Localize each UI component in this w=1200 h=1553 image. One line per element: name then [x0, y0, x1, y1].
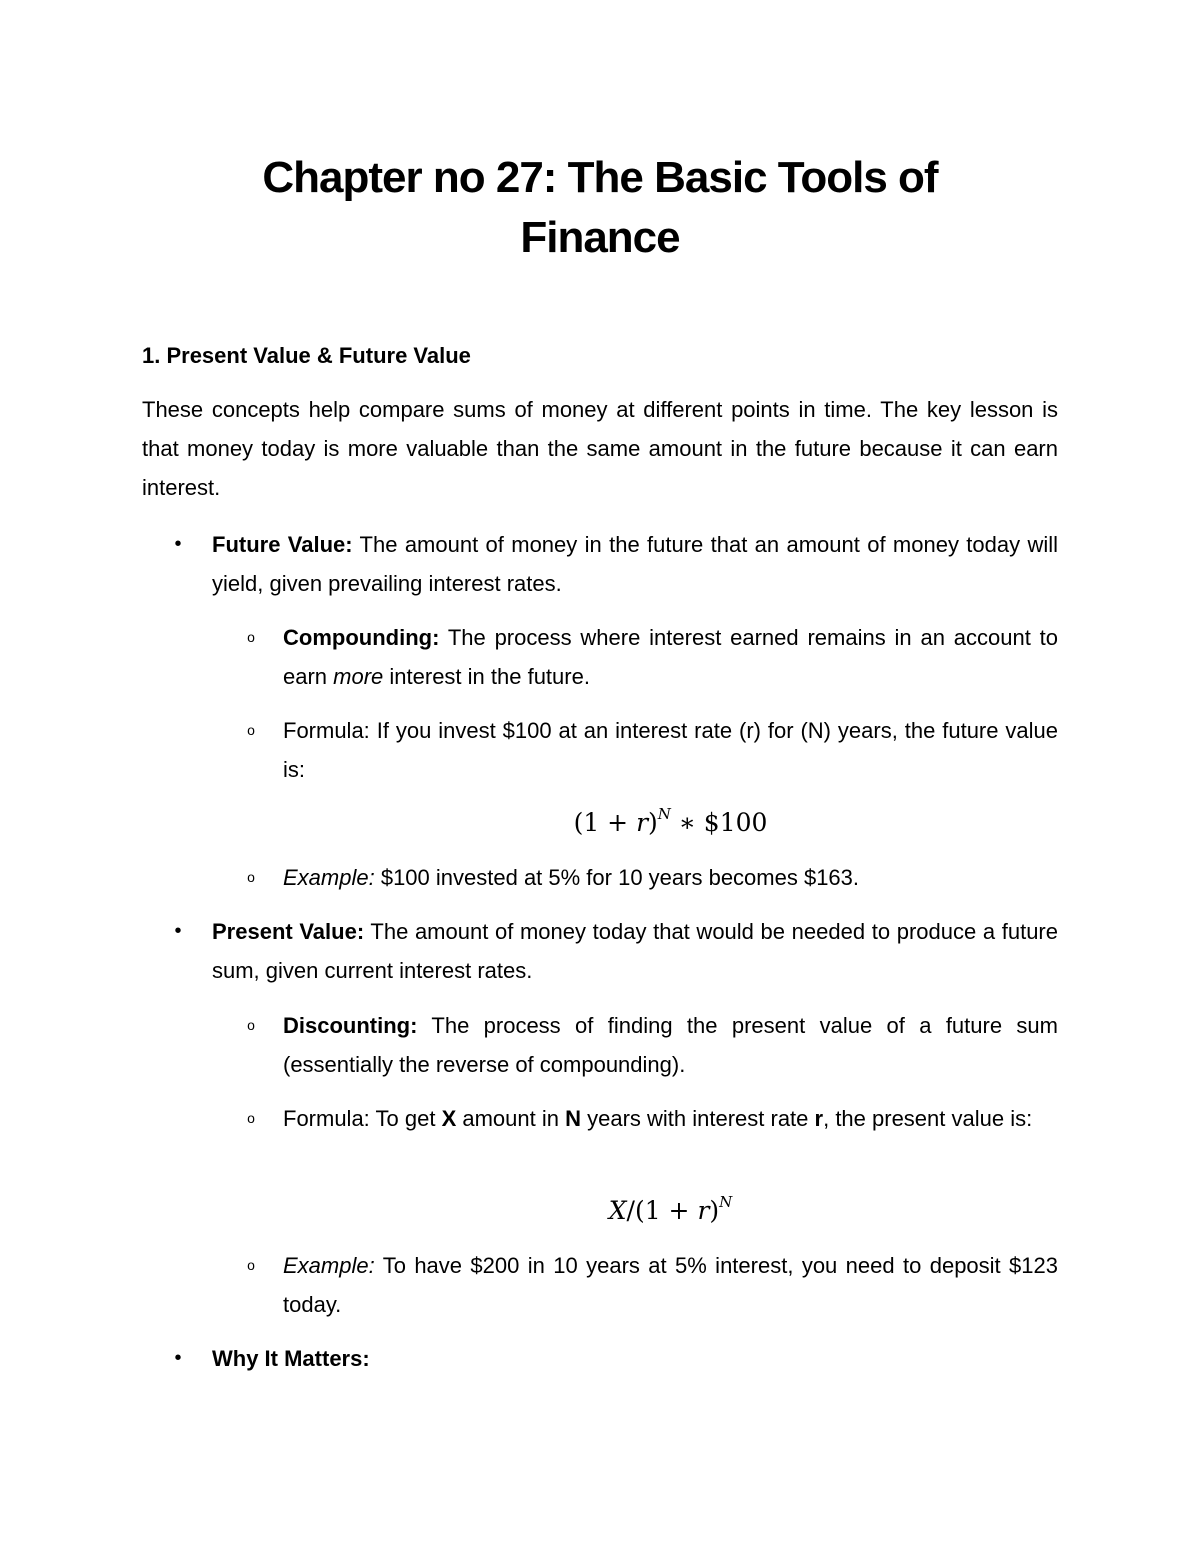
pv-desc-part2: amount in	[456, 1106, 566, 1131]
pv-desc-part4: , the present value is:	[823, 1106, 1033, 1131]
future-value-label: Future Value:	[212, 532, 353, 557]
formula-exponent: N	[719, 1193, 733, 1211]
compounding-text-before: The process where interest earned remains in an account to earn	[283, 625, 1058, 689]
compounding-text-after: interest in the future.	[383, 664, 590, 689]
pv-desc-part3: years with interest rate	[580, 1106, 815, 1131]
formula-var-x: X	[608, 1196, 627, 1225]
pv-desc-n: N	[565, 1106, 581, 1131]
pv-example-label: Example:	[283, 1253, 375, 1278]
formula-rest: ∗ $100	[670, 808, 768, 837]
title-line-1: Chapter no 27: The Basic Tools of	[262, 153, 938, 202]
formula-open: /(1 +	[626, 1196, 698, 1225]
bullet-icon: •	[174, 1347, 182, 1369]
sub-bullet-icon: o	[247, 1017, 255, 1033]
intro-paragraph: These concepts help compare sums of money at different points in time. The key lesson is that money today is more valuable than the same amount in the future because it can earn interest.	[142, 397, 1058, 500]
future-value-text: The amount of money in the future that an amount of money today will yield, given prevailing interest rates.	[212, 532, 1059, 596]
discounting-label: Discounting:	[283, 1013, 418, 1038]
compounding-emphasis: more	[333, 664, 384, 689]
sub-bullet-icon: o	[247, 1257, 255, 1273]
discounting-item	[283, 1006, 1058, 1084]
sub-bullet-icon: o	[247, 629, 255, 645]
formula-close: )	[648, 808, 658, 837]
present-value-formula	[283, 1191, 1058, 1231]
compounding-label: Compounding:	[283, 625, 440, 650]
sub-bullet-icon: o	[247, 722, 255, 738]
formula-var-r: r	[636, 808, 649, 837]
pv-desc-x: X	[441, 1106, 457, 1131]
formula-open: (1 +	[573, 808, 637, 837]
formula-exponent: N	[657, 805, 671, 823]
pv-example	[283, 1246, 1058, 1324]
pv-desc-part1: Formula: To get	[283, 1106, 442, 1131]
compounding-item	[283, 618, 1058, 696]
why-it-matters-label: Why It Matters:	[212, 1346, 370, 1371]
future-value-formula	[283, 803, 1058, 843]
sub-bullet-icon: o	[247, 869, 255, 885]
pv-example-text: To have $200 in 10 years at 5% interest, you need to deposit $123 today.	[283, 1253, 1058, 1317]
future-value-item	[212, 525, 1058, 603]
title-line-2: Finance	[520, 213, 680, 262]
formula-var-r: r	[697, 1196, 710, 1225]
fv-example-label: Example:	[283, 865, 375, 890]
page-title	[0, 148, 1200, 268]
fv-example	[283, 858, 1058, 897]
fv-formula-description: Formula: If you invest $100 at an interest rate (r) for (N) years, the future value is:	[283, 718, 1058, 782]
pv-desc-r: r	[814, 1106, 824, 1131]
why-it-matters-item	[212, 1339, 1058, 1378]
sub-bullet-icon: o	[247, 1110, 255, 1126]
present-value-item	[212, 912, 1058, 990]
bullet-icon: •	[174, 533, 182, 555]
fv-example-text: $100 invested at 5% for 10 years becomes $163.	[374, 865, 860, 890]
present-value-text: The amount of money today that would be needed to produce a future sum, given current interest rates.	[212, 919, 1058, 983]
section-heading: 1. Present Value & Future Value	[142, 343, 471, 368]
bullet-icon: •	[174, 920, 182, 942]
pv-formula-description	[283, 1099, 1058, 1138]
formula-close: )	[709, 1196, 720, 1225]
discounting-text: The process of finding the present value of a future sum (essentially the reverse of compounding).	[283, 1013, 1058, 1077]
present-value-label: Present Value:	[212, 919, 365, 944]
